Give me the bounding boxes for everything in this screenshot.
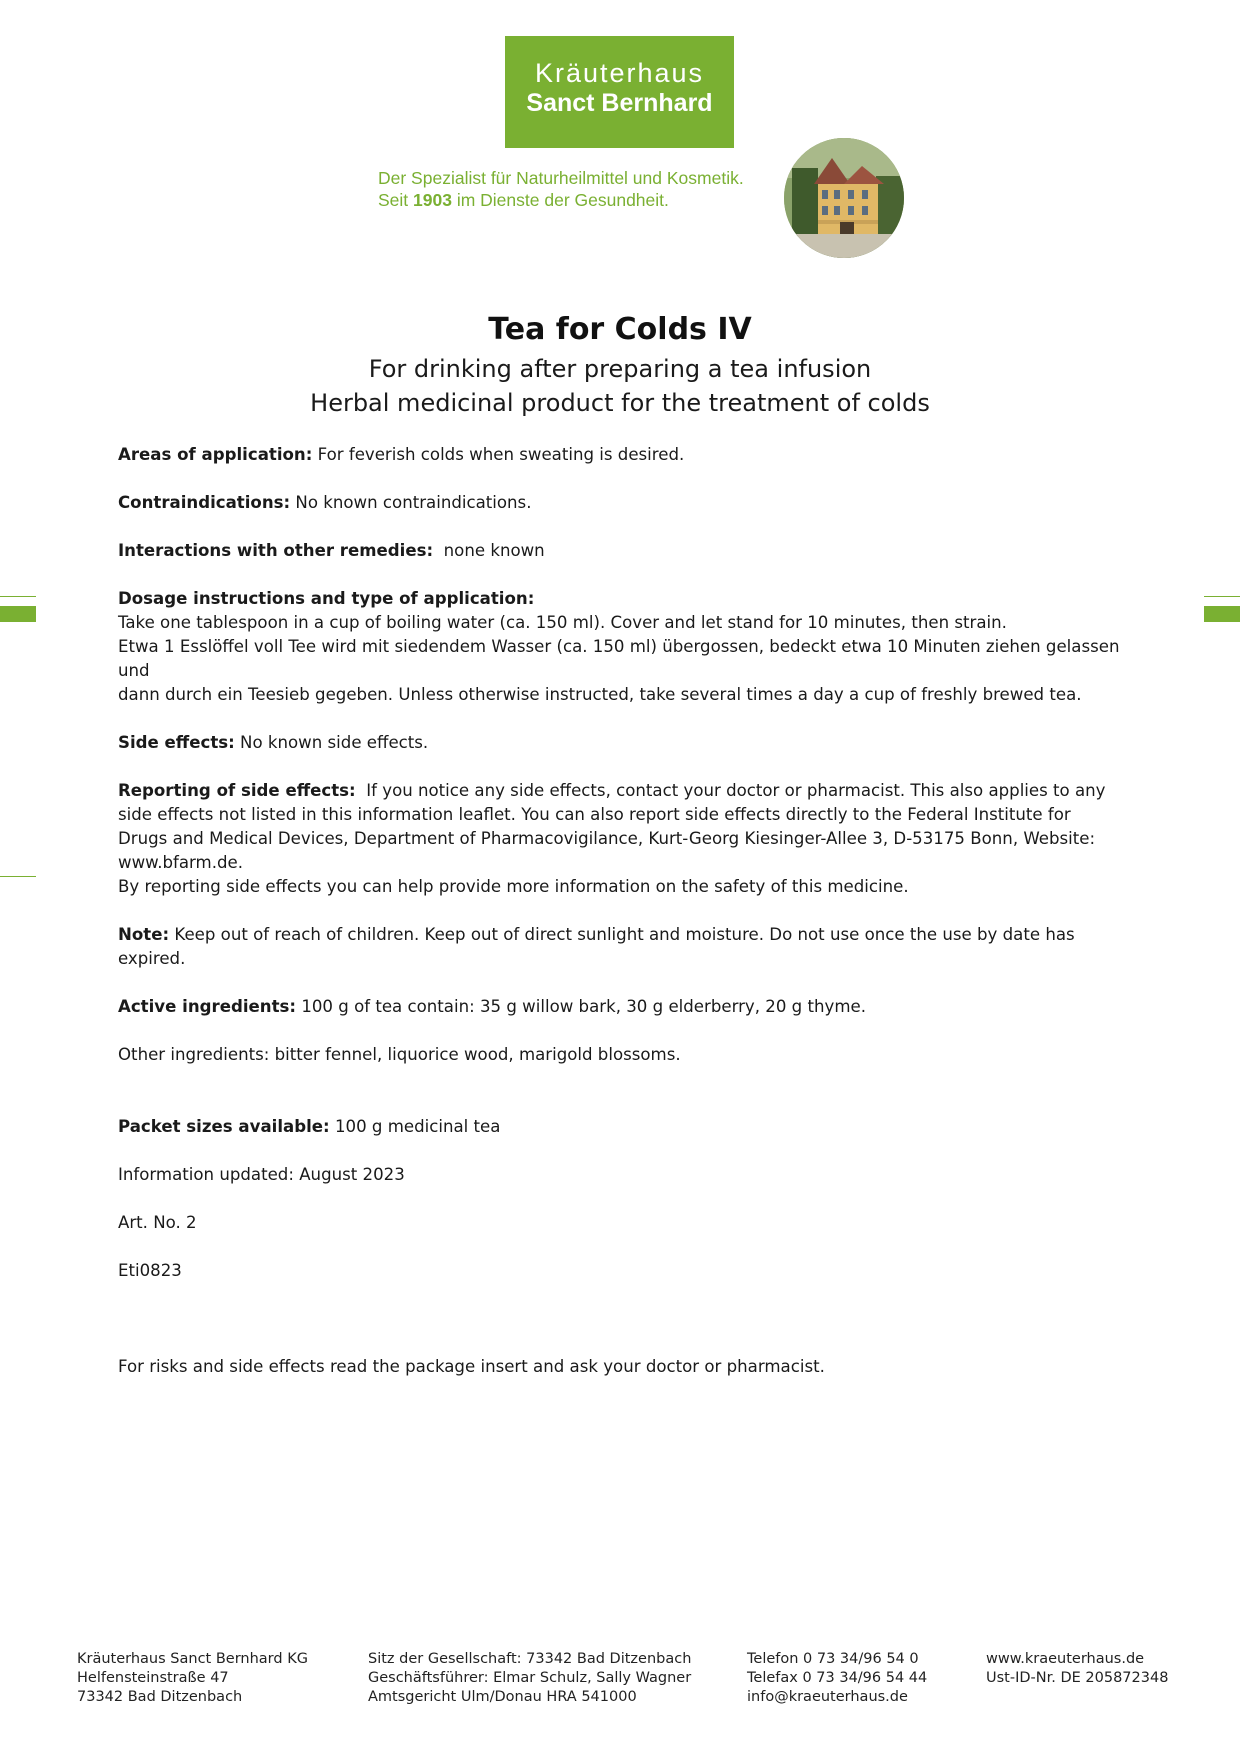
- brand-logo: [505, 36, 734, 148]
- reporting-line-4: www.bfarm.de.: [118, 853, 243, 872]
- reporting-side-effects: [118, 779, 1128, 899]
- footer-company: [77, 1650, 308, 1707]
- contra-text: No known contraindications.: [290, 493, 532, 512]
- note-label: Note:: [118, 925, 170, 944]
- building-photo: [784, 138, 904, 258]
- side-effects-text: No known side effects.: [234, 733, 429, 752]
- contraindications: [118, 491, 1128, 515]
- note-text: Keep out of reach of children. Keep out of direct sunlight and moisture. Do not use once the use by date has expired.: [118, 925, 1075, 968]
- footer-website[interactable]: www.kraeuterhaus.de: [986, 1651, 1145, 1667]
- areas-label: Areas of application:: [118, 445, 313, 464]
- dosage-line-2: Etwa 1 Esslöffel voll Tee wird mit siedendem Wasser (ca. 150 ml) übergossen, bedeckt etwa 10 Minuten ziehen gelassen und: [118, 637, 1120, 680]
- areas-text: For feverish colds when sweating is desired.: [312, 445, 685, 464]
- other-ingredients: Other ingredients: bitter fennel, liquorice wood, marigold blossoms.: [118, 1045, 681, 1064]
- interactions-label: Interactions with other remedies:: [118, 541, 434, 560]
- article-number: Art. No. 2: [118, 1213, 197, 1232]
- note: [118, 923, 1128, 971]
- footer-web: [986, 1650, 1168, 1688]
- dosage-line-1: Take one tablespoon in a cup of boiling water (ca. 150 ml). Cover and let stand for 10 minutes, then strain.: [118, 613, 1007, 632]
- side-effects: [118, 731, 1128, 755]
- footer-company-name: Kräuterhaus Sanct Bernhard KG: [77, 1651, 308, 1667]
- interactions: [118, 539, 1128, 563]
- reporting-line-3: Drugs and Medical Devices, Department of Pharmacovigilance, Kurt-Georg Kiesinger-Allee 3, D-53175 Bonn, Website:: [118, 829, 1096, 848]
- footer-contact: [747, 1650, 927, 1707]
- tagline-suffix: im Dienste der Gesundheit.: [451, 190, 669, 210]
- active-ingredients: [118, 995, 1128, 1019]
- packet-label: Packet sizes available:: [118, 1117, 330, 1136]
- right-fold-mark: [1204, 606, 1240, 622]
- label-code: Eti0823: [118, 1261, 182, 1280]
- footer-legal: [368, 1650, 691, 1707]
- logo-text-line1: Kräuterhaus: [534, 58, 705, 88]
- active-label: Active ingredients:: [118, 997, 297, 1016]
- active-text: 100 g of tea contain: 35 g willow bark, 30 g elderberry, 20 g thyme.: [296, 997, 866, 1016]
- information-updated: Information updated: August 2023: [118, 1165, 405, 1184]
- packet-text: 100 g medicinal tea: [329, 1117, 501, 1136]
- dosage-instructions: [118, 587, 1128, 707]
- footer-city: 73342 Bad Ditzenbach: [77, 1689, 243, 1705]
- footer-managers: Geschäftsführer: Elmar Schulz, Sally Wagner: [368, 1670, 692, 1686]
- risks-notice: For risks and side effects read the package insert and ask your doctor or pharmacist.: [118, 1357, 825, 1376]
- tagline-line1: Der Spezialist für Naturheilmittel und Kosmetik.: [378, 168, 744, 188]
- contra-label: Contraindications:: [118, 493, 291, 512]
- left-fold-line: [0, 596, 36, 597]
- interactions-text: none known: [433, 541, 545, 560]
- reporting-label: Reporting of side effects:: [118, 781, 356, 800]
- left-fold-mark: [0, 606, 36, 622]
- packet-sizes: [118, 1115, 1128, 1139]
- dosage-label: Dosage instructions and type of application:: [118, 589, 535, 608]
- footer-email[interactable]: info@kraeuterhaus.de: [747, 1689, 908, 1705]
- side-effects-label: Side effects:: [118, 733, 235, 752]
- footer-fax: Telefax 0 73 34/96 54 44: [747, 1670, 928, 1686]
- tagline-line2: [378, 189, 744, 211]
- left-punch-line: [0, 876, 36, 877]
- footer-seat: Sitz der Gesellschaft: 73342 Bad Ditzenbach: [368, 1651, 692, 1667]
- product-subtitle-2: Herbal medicinal product for the treatment of colds: [310, 389, 930, 417]
- footer-court: Amtsgericht Ulm/Donau HRA 541000: [368, 1689, 637, 1705]
- footer-street: Helfensteinstraße 47: [77, 1670, 229, 1686]
- logo-text-line2: Sanct Bernhard: [526, 89, 713, 117]
- tagline-year: 1903: [413, 190, 452, 210]
- dosage-line-3: dann durch ein Teesieb gegeben. Unless otherwise instructed, take several times a day a cup of freshly brewed tea.: [118, 685, 1082, 704]
- product-subtitle-1: For drinking after preparing a tea infusion: [368, 355, 872, 383]
- right-fold-line: [1204, 596, 1240, 597]
- footer-phone: Telefon 0 73 34/96 54 0: [747, 1651, 919, 1667]
- product-title: Tea for Colds IV: [488, 312, 752, 347]
- footer-vat-id: Ust-ID-Nr. DE 205872348: [986, 1670, 1169, 1686]
- areas-of-application: [118, 443, 1128, 467]
- reporting-line-5: By reporting side effects you can help provide more information on the safety of this medicine.: [118, 877, 909, 896]
- tagline-prefix: Seit: [378, 190, 414, 210]
- reporting-line-2: side effects not listed in this information leaflet. You can also report side effects directly to the Federal Institute for: [118, 805, 1071, 824]
- reporting-line-1: If you notice any side effects, contact your doctor or pharmacist. This also applies to any: [355, 781, 1106, 800]
- building-illustration: [784, 138, 904, 258]
- brand-tagline: [378, 167, 744, 211]
- leaflet-body: [118, 443, 1128, 1403]
